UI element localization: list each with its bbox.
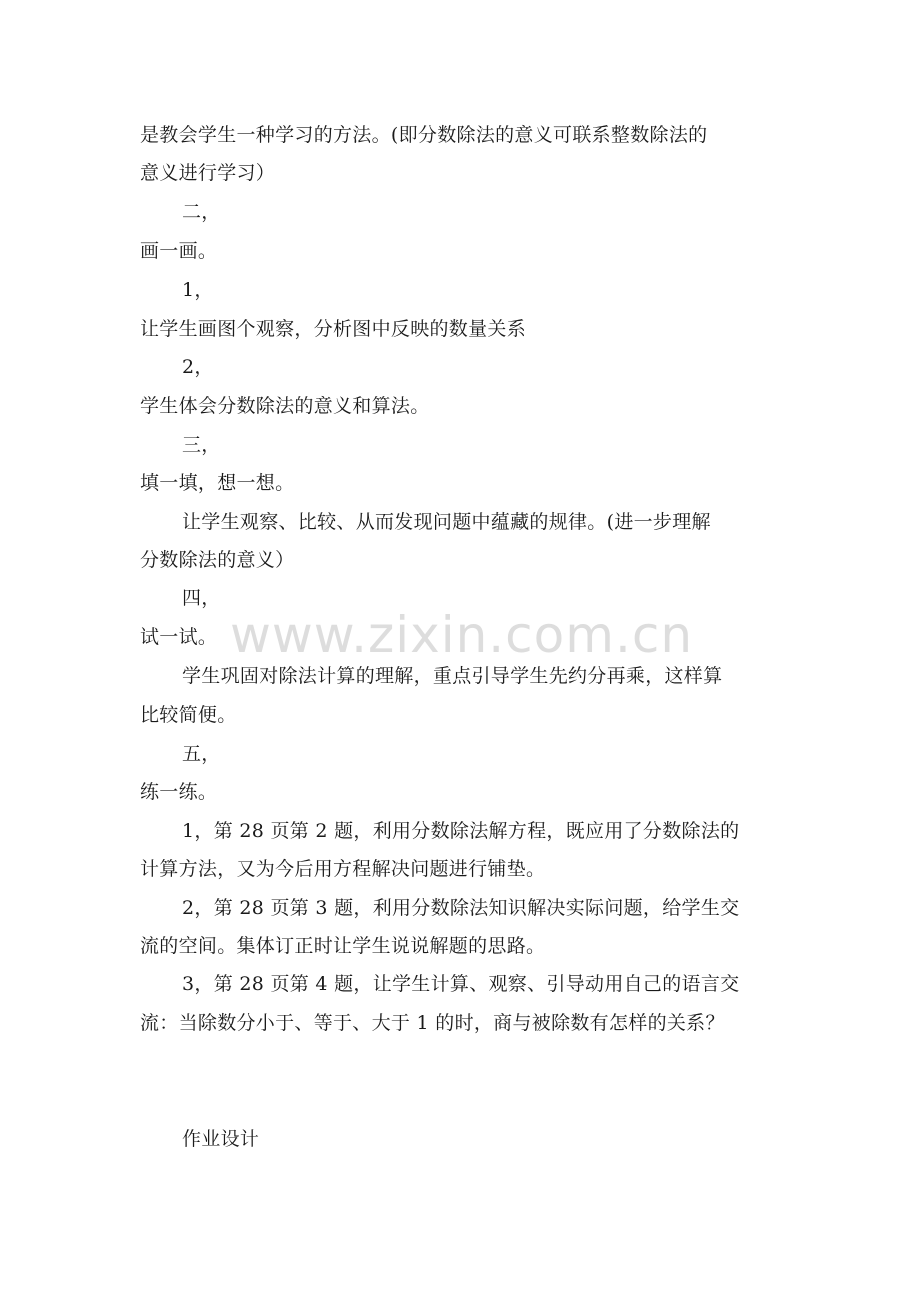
paragraph-line: 让学生观察、比较、从而发现问题中蕴藏的规律。(进一步理解 [182,511,711,533]
paragraph-line: 2，第 28 页第 3 题，利用分数除法知识解决实际问题，给学生交 [182,897,740,919]
paragraph-line: 学生体会分数除法的意义和算法。 [140,395,430,417]
paragraph-line: 意义进行学习） [140,162,276,184]
section-heading: 练一练。 [140,781,218,803]
section-heading: 试一试。 [140,626,218,648]
paragraph-line: 计算方法，又为今后用方程解决问题进行铺垫。 [140,858,546,880]
section-heading: 填一填，想一想。 [140,472,295,494]
section-number: 三， [182,434,221,456]
watermark: www.zixin.com.cn [230,606,694,664]
paragraph-line: 分数除法的意义） [140,549,295,571]
paragraph-line: 流的空间。集体订正时让学生说说解题的思路。 [140,935,546,957]
section-number: 二， [182,201,221,223]
section-heading-homework: 作业设计 [182,1128,260,1150]
paragraph-line: 3，第 28 页第 4 题，让学生计算、观察、引导动用自己的语言交 [182,973,740,995]
item-number: 2， [182,356,214,378]
paragraph-line: 比较简便。 [140,704,237,726]
section-heading: 画一画。 [140,240,218,262]
paragraph-line: 流：当除数分小于、等于、大于 1 的时，商与被除数有怎样的关系？ [140,1012,725,1034]
paragraph-line: 是教会学生一种学习的方法。(即分数除法的意义可联系整数除法的 [140,124,708,146]
item-number: 1， [182,279,214,301]
paragraph-line: 学生巩固对除法计算的理解，重点引导学生先约分再乘，这样算 [182,665,723,687]
paragraph-line: 1，第 28 页第 2 题，利用分数除法解方程，既应用了分数除法的 [182,820,740,842]
paragraph-line: 让学生画图个观察，分析图中反映的数量关系 [140,318,527,340]
section-number: 五， [182,743,221,765]
section-number: 四， [182,587,221,609]
